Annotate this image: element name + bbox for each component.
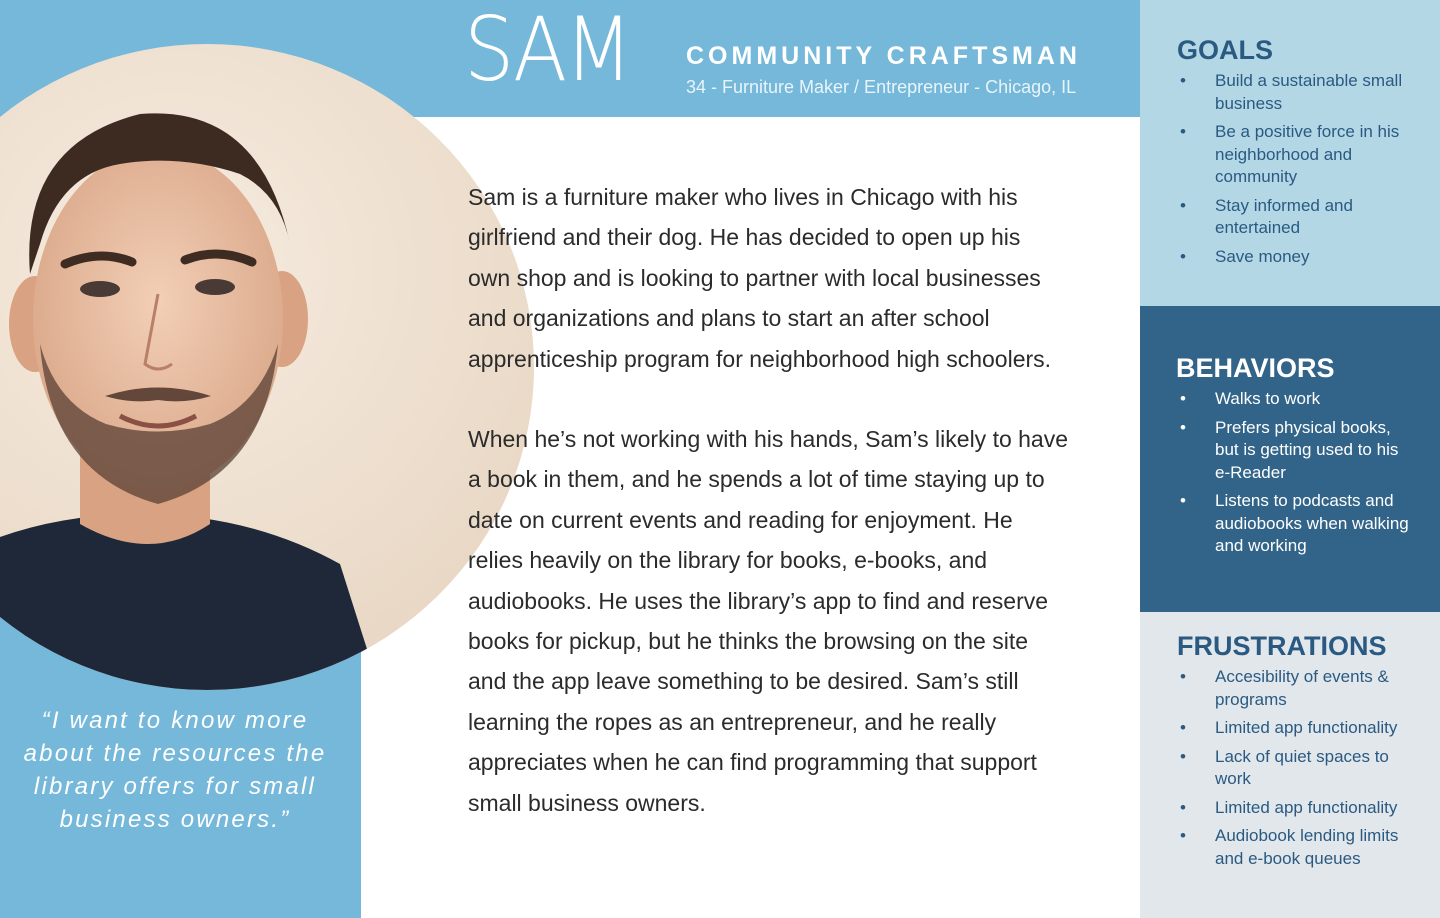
- goals-section: [1140, 0, 1440, 306]
- bullet-icon: •: [1180, 491, 1186, 510]
- bullet-icon: •: [1180, 826, 1186, 845]
- persona-quote: “I want to know more about the resources the library offers for small business owners.”: [23, 707, 327, 833]
- goal-item: • Be a positive force in his neighborhood and community: [1177, 121, 1416, 189]
- bullet-icon: •: [1180, 195, 1186, 215]
- persona-photo: [0, 44, 534, 690]
- goals-heading: GOALS: [1177, 35, 1274, 65]
- bullet-icon: •: [1180, 71, 1186, 90]
- frustrations-list: [1177, 666, 1416, 870]
- frustration-item: • Audiobook lending limits and e-book queues: [1177, 825, 1416, 870]
- frustration-item: • Accesibility of events & programs: [1177, 666, 1416, 711]
- frustration-item: • Lack of quiet spaces to work: [1177, 746, 1416, 791]
- goal-item: • Build a sustainable small business: [1177, 70, 1416, 115]
- bullet-icon: •: [1180, 667, 1186, 686]
- bio-paragraph: Sam is a furniture maker who lives in Chicago with his girlfriend and their dog. He has decided to open up his own shop and is looking to partner with local businesses and organizations and plans to start an after school apprenticeship program for neighborhood high schoolers.: [468, 184, 1052, 372]
- frustration-item: • Limited app functionality: [1177, 797, 1416, 820]
- bullet-icon: •: [1180, 389, 1186, 408]
- bullet-icon: •: [1180, 797, 1186, 817]
- bio-paragraph: When he’s not working with his hands, Sam’s likely to have a book in them, and he spends a lot of time staying up to date on current events and reading for enjoyment. He relies heavily on the library for books, e-books, and audiobooks. He uses the library’s app to find and reserve books for pickup, but he thinks the browsing on the site and the app leave something to be desired. Sam’s still learning the ropes as an entrepreneur, and he really appreciates when he can find programming that support small business owners.: [468, 426, 1069, 816]
- persona-bio: [468, 177, 1068, 823]
- bullet-icon: •: [1180, 746, 1186, 766]
- frustrations-heading: FRUSTRATIONS: [1177, 631, 1387, 661]
- frustration-item: • Limited app functionality: [1177, 717, 1416, 740]
- behaviors-section: [1140, 306, 1440, 612]
- behavior-item: • Walks to work: [1177, 388, 1416, 411]
- goal-item: • Save money: [1177, 246, 1416, 269]
- persona-name: SAM: [464, 0, 631, 101]
- behaviors-list: [1177, 388, 1416, 558]
- behavior-item: • Prefers physical books, but is getting used to his e-Reader: [1177, 417, 1416, 485]
- bullet-icon: •: [1180, 122, 1186, 141]
- bullet-icon: •: [1180, 246, 1186, 266]
- goals-list: [1177, 70, 1416, 268]
- persona-role: COMMUNITY CRAFTSMAN: [686, 42, 1081, 70]
- behavior-item: • Listens to podcasts and audiobooks when walking and working: [1177, 490, 1416, 558]
- goal-item: • Stay informed and entertained: [1177, 195, 1416, 240]
- behaviors-heading: BEHAVIORS: [1176, 353, 1335, 383]
- bullet-icon: •: [1180, 718, 1186, 737]
- frustrations-section: [1140, 612, 1440, 918]
- persona-subtitle: 34 - Furniture Maker / Entrepreneur - Chicago, IL: [686, 77, 1077, 97]
- bullet-icon: •: [1180, 417, 1186, 437]
